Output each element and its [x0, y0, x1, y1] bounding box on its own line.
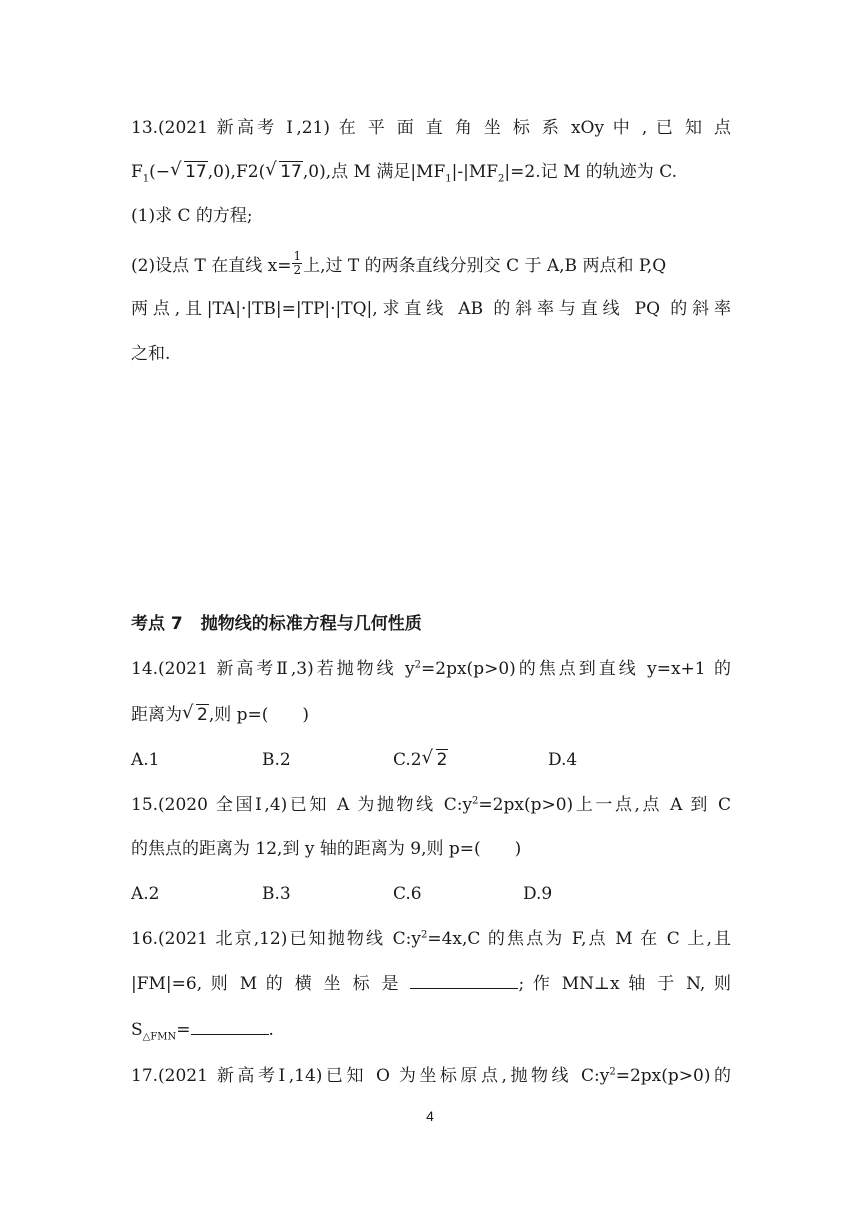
q13-part1: (1)求 C 的方程;: [131, 206, 253, 226]
q15-option-d: D.9: [523, 884, 553, 904]
sqrt-expression: √ 17: [265, 159, 302, 182]
text-fragment: (−: [149, 162, 171, 182]
subscript: 2: [498, 173, 505, 185]
q13-part2-line2: 两点,且|TA|·|TB|=|TP|·|TQ|,求直线 AB 的斜率与直线 PQ 的斜率: [131, 299, 731, 319]
q15-line1: [131, 791, 731, 819]
q14-option-b: B.2: [262, 750, 291, 770]
text-fragment: 14.(2021 新高考Ⅱ,3)若抛物线 y: [131, 659, 415, 679]
sqrt-expression: √ 17: [170, 159, 207, 182]
answer-blank[interactable]: [191, 1016, 269, 1035]
q16-line2: [131, 970, 731, 998]
text-fragment: =2px(p>0)上一点,点 A 到 C: [478, 795, 731, 815]
q14-option-c: [393, 746, 448, 774]
text-fragment: S: [131, 1020, 143, 1040]
text-fragment: =2px(p>0)的: [615, 1066, 731, 1086]
text-fragment: =: [176, 1020, 191, 1040]
fraction: [292, 250, 302, 277]
q14-line1: [131, 655, 731, 683]
superscript: 2: [609, 1066, 616, 1078]
q14-option-a: A.1: [131, 750, 160, 770]
text-fragment: =4x,C 的焦点为 F,点 M 在 C 上,且: [427, 929, 731, 949]
q15-line2: 的焦点的距离为 12,到 y 轴的距离为 9,则 p=( ): [131, 839, 522, 859]
page-number: 4: [426, 1108, 434, 1124]
text-fragment: C.2: [393, 750, 422, 770]
text-fragment: ; 作 MN⊥x 轴 于 N, 则: [518, 974, 731, 994]
q14-line2: [131, 701, 731, 729]
sqrt-radicand: 2: [436, 750, 448, 770]
subscript: 1: [445, 173, 452, 185]
answer-blank[interactable]: [410, 970, 518, 989]
q16-line3: [131, 1016, 731, 1044]
sqrt-radicand: 17: [280, 162, 302, 182]
q14-option-d: D.4: [548, 750, 578, 770]
fraction-denominator: 2: [293, 263, 302, 277]
text-fragment: F: [131, 162, 143, 182]
sqrt-expression: √ 2: [182, 702, 208, 725]
text-fragment: |-|MF: [451, 162, 499, 182]
sqrt-radicand: 17: [185, 162, 207, 182]
fraction-numerator: 1: [293, 249, 302, 263]
q13-line2: [131, 158, 731, 186]
text-fragment: .: [268, 1020, 274, 1040]
section-title: 抛物线的标准方程与几何性质: [200, 614, 422, 634]
text-fragment: 距离为: [131, 705, 182, 725]
text-fragment: =2px(p>0)的焦点到直线 y=x+1 的: [421, 659, 731, 679]
q13-part2-line3: 之和.: [131, 344, 171, 364]
q15-option-b: B.3: [262, 884, 291, 904]
text-fragment: ,0),F2(: [207, 162, 266, 182]
text-fragment: ,0),点 M 满足|MF: [302, 162, 446, 182]
text-fragment: ,则 p=( ): [208, 705, 310, 725]
section-label: 考点 7: [131, 614, 183, 634]
text-fragment: 17.(2021 新高考Ⅰ,14)已知 O 为坐标原点,抛物线 C:y: [131, 1066, 610, 1086]
q16-line1: [131, 925, 731, 953]
text-fragment: 上,过 T 的两条直线分别交 C 于 A,B 两点和 P,Q: [303, 256, 667, 276]
text-fragment: 15.(2020 全国Ⅰ,4)已知 A 为抛物线 C:y: [131, 795, 473, 815]
subscript: △FMN: [142, 1031, 177, 1043]
section-heading: [131, 610, 422, 638]
q17-line1: [131, 1062, 731, 1090]
q13-line1: 13.(2021 新高考 Ⅰ,21) 在 平 面 直 角 坐 标 系 xOy 中 , 已 知 点: [131, 118, 731, 138]
text-fragment: 16.(2021 北京,12)已知抛物线 C:y: [131, 929, 421, 949]
sqrt-expression: √ 2: [421, 747, 448, 770]
q15-option-a: A.2: [131, 884, 160, 904]
subscript: 1: [142, 173, 150, 185]
q13-part2-line1: [131, 249, 731, 280]
q15-option-c: C.6: [393, 884, 422, 904]
text-fragment: |=2.记 M 的轨迹为 C.: [504, 162, 678, 182]
text-fragment: |FM|=6, 则 M 的 横 坐 标 是: [131, 974, 402, 994]
sqrt-radicand: 2: [197, 705, 208, 725]
superscript: 2: [472, 795, 479, 807]
text-fragment: (2)设点 T 在直线 x=: [131, 256, 292, 276]
superscript: 2: [420, 929, 428, 941]
superscript: 2: [414, 659, 422, 671]
